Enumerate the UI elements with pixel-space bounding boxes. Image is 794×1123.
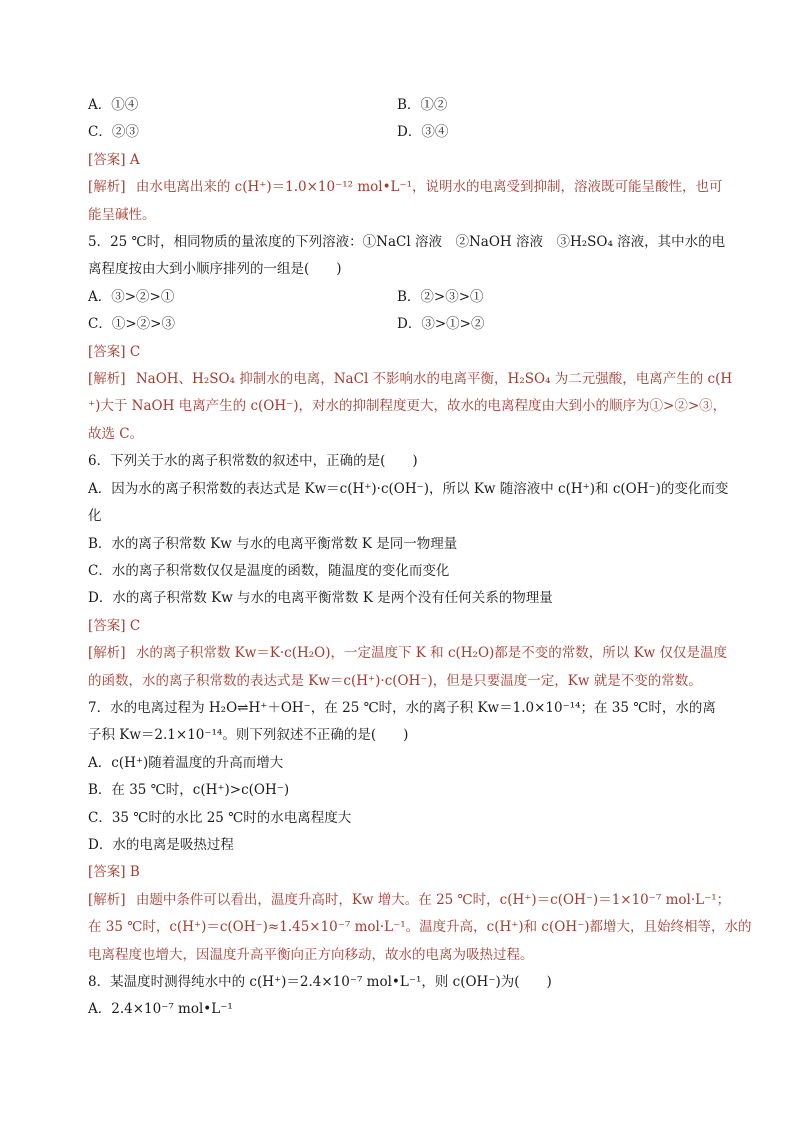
q6-option-a-line-2[interactable]: 化: [88, 508, 102, 525]
q4-option-c[interactable]: C．②③: [88, 124, 139, 141]
q7-option-d[interactable]: D．水的电离是吸热过程: [88, 836, 234, 853]
q6-option-a-line-1[interactable]: A．因为水的离子积常数的表达式是 Kw＝c(H⁺)·c(OH⁻)，所以 Kw 随溶液中 c(H⁺)和 c(OH⁻)的变化而变: [88, 480, 729, 497]
q5-answer: [答案] C: [88, 343, 141, 360]
q4-explanation-text-1: 由水电离出来的 c(H⁺)＝1.0×10⁻¹² mol•L⁻¹，说明水的电离受到抑制，溶液既可能呈酸性，也可: [135, 179, 723, 196]
q7-option-b[interactable]: B．在 35 ℃时，c(H⁺)>c(OH⁻): [88, 782, 290, 799]
q6-option-c[interactable]: C．水的离子积常数仅仅是温度的函数，随温度的变化而变化: [88, 562, 450, 579]
q7-option-a[interactable]: A．c(H⁺)随着温度的升高而增大: [88, 754, 284, 771]
q5-stem-line-1: 5．25 ℃时，相同物质的量浓度的下列溶液：①NaCl 溶液 ②NaOH 溶液 ③H₂SO₄ 溶液，其中水的电: [88, 234, 726, 251]
document-page: [88, 92, 752, 1024]
q5-explanation-line-2: ⁺)大于 NaOH 电离产生的 c(OH⁻)，对水的抑制程度更大，故水的电离程度由大到小的顺序为①>②>③，: [88, 398, 727, 415]
q4-explanation-line-1: [88, 174, 728, 201]
q4-options-row-2: [88, 119, 728, 146]
q7-explanation-line-3: 电离程度也增大，因温度升高平衡向正方向移动，故水的电离为吸热过程。: [88, 946, 534, 963]
q4-option-d[interactable]: D．③④: [397, 124, 449, 141]
q5-options-row-2: [88, 311, 728, 338]
q5-explanation-tag: [解析]: [88, 371, 126, 388]
q7-explanation-line-2: 在 35 ℃时，c(H⁺)＝c(OH⁻)≈1.45×10⁻⁷ mol·L⁻¹。温度升高，c(H⁺)和 c(OH⁻)都增大，且始终相等，水的: [88, 919, 752, 936]
q6-explanation-line-1: [88, 640, 728, 667]
q6-answer: [答案] C: [88, 617, 141, 634]
q4-explanation-tag: [解析]: [88, 179, 126, 196]
q7-answer: [答案] B: [88, 864, 140, 881]
q4-explanation-line-2: 能呈碱性。: [88, 206, 156, 223]
q8-stem: 8．某温度时测得纯水中的 c(H⁺)＝2.4×10⁻⁷ mol•L⁻¹，则 c(OH⁻)为( ): [88, 974, 552, 990]
q8-option-a[interactable]: A．2.4×10⁻⁷ mol•L⁻¹: [88, 1001, 233, 1018]
q5-option-c[interactable]: C．①>②>③: [88, 316, 175, 333]
q7-explanation-line-1: [88, 887, 731, 914]
q4-option-a[interactable]: A．①④: [88, 97, 139, 113]
q4-option-b[interactable]: B．①②: [397, 97, 448, 113]
q4-options-row-1: [88, 92, 728, 119]
q6-explanation-tag: [解析]: [88, 645, 126, 662]
q5-explanation-text-1: NaOH、H₂SO₄ 抑制水的电离，NaCl 不影响水的电离平衡，H₂SO₄ 为二元强酸，电离产生的 c(H: [135, 371, 733, 388]
q6-option-b[interactable]: B．水的离子积常数 Kw 与水的电离平衡常数 K 是同一物理量: [88, 535, 458, 552]
q7-explanation-tag: [解析]: [88, 891, 126, 908]
q4-answer: [答案] A: [88, 151, 140, 168]
q7-option-c[interactable]: C．35 ℃时的水比 25 ℃时的水电离程度大: [88, 809, 352, 826]
q5-option-d[interactable]: D．③>①>②: [397, 316, 485, 333]
q7-explanation-text-1: 由题中条件可以看出，温度升高时，Kw 增大。在 25 ℃时，c(H⁺)＝c(OH⁻)＝1×10⁻⁷ mol·L⁻¹；: [135, 891, 731, 908]
q6-option-d[interactable]: D．水的离子积常数 Kw 与水的电离平衡常数 K 是两个没有任何关系的物理量: [88, 590, 553, 607]
q5-option-b[interactable]: B．②>③>①: [397, 288, 484, 305]
q6-explanation-text-1: 水的离子积常数 Kw＝K·c(H₂O)，一定温度下 K 和 c(H₂O)都是不变的常数，所以 Kw 仅仅是温度: [135, 645, 728, 662]
q5-explanation-line-3: 故选 C。: [88, 425, 144, 442]
q5-stem-line-2: 离程度按由大到小顺序排列的一组是( ): [88, 261, 342, 278]
q5-option-a[interactable]: A．③>②>①: [88, 288, 175, 305]
q7-stem-line-2: 子积 Kw＝2.1×10⁻¹⁴。则下列叙述不正确的是( ): [88, 727, 409, 744]
q5-explanation-line-1: [88, 366, 733, 393]
q6-explanation-line-2: 的函数，水的离子积常数的表达式是 Kw＝c(H⁺)·c(OH⁻)，但是只要温度一定，Kw 就是不变的常数。: [88, 672, 702, 689]
q6-stem: 6．下列关于水的离子积常数的叙述中，正确的是( ): [88, 453, 418, 470]
q5-options-row-1: [88, 284, 728, 311]
q7-stem-line-1: 7．水的电离过程为 H₂O⇌H⁺＋OH⁻，在 25 ℃时，水的离子积 Kw＝1.0×10⁻¹⁴；在 35 ℃时，水的离: [88, 699, 716, 716]
